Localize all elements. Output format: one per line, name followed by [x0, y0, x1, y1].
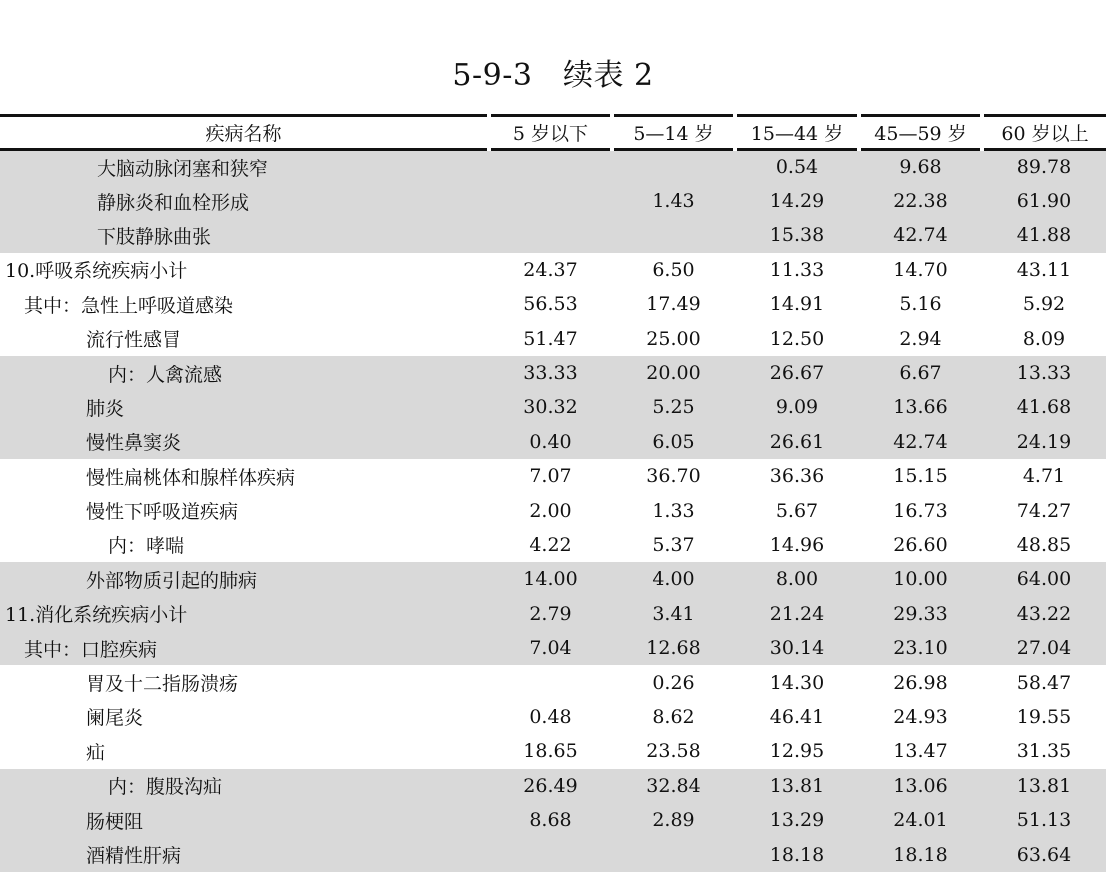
value-cell-15-44: 26.61 — [735, 425, 859, 459]
disease-name-cell: 酒精性肝病 — [0, 837, 489, 871]
value-cell-under-5 — [489, 837, 612, 871]
disease-name-cell: 内：腹股沟疝 — [0, 769, 489, 803]
value-cell-60-plus: 41.68 — [982, 390, 1106, 424]
value-cell-15-44: 36.36 — [769, 465, 825, 488]
table-row — [0, 700, 1106, 734]
value-cell-5-14: 0.26 — [652, 671, 695, 694]
value-cell-5-14: 32.84 — [612, 769, 735, 803]
value-cell-5-14: 5.25 — [612, 390, 735, 424]
value-cell-15-44: 30.14 — [735, 631, 859, 665]
table-row — [0, 287, 1106, 321]
value-cell-60-plus: 43.11 — [1016, 258, 1072, 281]
value-cell-15-44: 8.00 — [735, 562, 859, 596]
value-cell-under-5: 4.22 — [529, 533, 572, 556]
value-cell-under-5: 14.00 — [489, 562, 612, 596]
value-cell-15-44: 11.33 — [769, 258, 825, 281]
value-cell-45-59: 29.33 — [859, 597, 982, 631]
value-cell-60-plus: 41.88 — [982, 218, 1106, 252]
value-cell-45-59: 24.93 — [893, 705, 948, 728]
value-cell-60-plus: 64.00 — [982, 562, 1106, 596]
value-cell-15-44: 14.29 — [735, 184, 859, 218]
value-cell-60-plus: 89.78 — [982, 150, 1106, 184]
table-row — [0, 734, 1106, 768]
disease-name-cell: 其中：急性上呼吸道感染 — [24, 294, 234, 317]
value-cell-15-44: 21.24 — [735, 597, 859, 631]
value-cell-60-plus: 58.47 — [1016, 671, 1072, 694]
header-15-44: 15—44 岁 — [735, 116, 859, 150]
table-row — [0, 253, 1106, 287]
value-cell-15-44: 46.41 — [769, 705, 825, 728]
table-header — [0, 116, 1106, 150]
value-cell-60-plus: 63.64 — [982, 837, 1106, 871]
disease-name-cell: 内：人禽流感 — [0, 356, 489, 390]
value-cell-under-5 — [489, 184, 612, 218]
value-cell-under-5: 56.53 — [523, 293, 578, 316]
value-cell-45-59: 15.15 — [893, 465, 948, 488]
table-row — [0, 803, 1106, 837]
disease-name-cell: 静脉炎和血栓形成 — [0, 184, 489, 218]
value-cell-45-59: 22.38 — [859, 184, 982, 218]
value-cell-under-5: 0.40 — [489, 425, 612, 459]
disease-name-cell: 慢性下呼吸道疾病 — [86, 501, 239, 524]
header-60-plus: 60 岁以上 — [982, 116, 1106, 150]
value-cell-15-44: 14.30 — [769, 671, 825, 694]
value-cell-under-5: 2.79 — [489, 597, 612, 631]
table-row — [0, 356, 1106, 390]
data-table — [0, 114, 1106, 872]
value-cell-5-14: 8.62 — [652, 705, 695, 728]
disease-name-cell: 胃及十二指肠溃疡 — [86, 673, 239, 696]
table-row — [0, 459, 1106, 493]
value-cell-15-44: 18.18 — [735, 837, 859, 871]
value-cell-5-14: 12.68 — [612, 631, 735, 665]
value-cell-5-14: 17.49 — [646, 293, 701, 316]
table-row — [0, 321, 1106, 355]
value-cell-5-14: 1.33 — [652, 499, 695, 522]
value-cell-5-14: 1.43 — [612, 184, 735, 218]
table-row — [0, 597, 1106, 631]
value-cell-5-14 — [612, 837, 735, 871]
value-cell-45-59: 42.74 — [859, 218, 982, 252]
value-cell-15-44: 12.50 — [769, 327, 825, 350]
disease-name-cell: 阑尾炎 — [86, 707, 144, 730]
table-row — [0, 425, 1106, 459]
page-title: 5-9-3 续表 2 — [452, 58, 654, 93]
header-5-14: 5—14 岁 — [612, 116, 735, 150]
value-cell-under-5: 24.37 — [523, 258, 578, 281]
value-cell-15-44: 0.54 — [735, 150, 859, 184]
value-cell-45-59: 10.00 — [859, 562, 982, 596]
value-cell-45-59: 9.68 — [859, 150, 982, 184]
value-cell-45-59: 26.98 — [893, 671, 948, 694]
value-cell-60-plus: 24.19 — [982, 425, 1106, 459]
value-cell-15-44: 15.38 — [735, 218, 859, 252]
table-row — [0, 218, 1106, 252]
value-cell-15-44: 13.81 — [735, 769, 859, 803]
table-row — [0, 528, 1106, 562]
value-cell-45-59: 5.16 — [899, 293, 942, 316]
disease-name-cell: 流行性感冒 — [86, 329, 182, 352]
value-cell-60-plus: 13.33 — [982, 356, 1106, 390]
value-cell-45-59: 14.70 — [893, 258, 948, 281]
disease-name-cell: 肠梗阻 — [0, 803, 489, 837]
table-row — [0, 631, 1106, 665]
value-cell-5-14: 3.41 — [612, 597, 735, 631]
disease-name-cell: 疝 — [86, 741, 106, 764]
value-cell-45-59: 24.01 — [859, 803, 982, 837]
value-cell-5-14: 6.50 — [652, 258, 695, 281]
value-cell-5-14: 2.89 — [612, 803, 735, 837]
value-cell-60-plus: 31.35 — [1016, 740, 1072, 763]
disease-name-cell: 大脑动脉闭塞和狭窄 — [0, 150, 489, 184]
value-cell-15-44: 13.29 — [735, 803, 859, 837]
value-cell-under-5 — [489, 665, 612, 699]
value-cell-under-5 — [489, 150, 612, 184]
table-body — [0, 150, 1106, 872]
value-cell-60-plus: 8.09 — [1022, 327, 1066, 350]
value-cell-15-44: 14.96 — [769, 533, 825, 556]
value-cell-5-14: 36.70 — [646, 465, 701, 488]
table-row — [0, 184, 1106, 218]
table-row — [0, 837, 1106, 871]
value-cell-15-44: 12.95 — [769, 740, 825, 763]
value-cell-15-44: 5.67 — [775, 499, 819, 522]
value-cell-60-plus: 48.85 — [1016, 533, 1072, 556]
table-row — [0, 769, 1106, 803]
value-cell-60-plus: 61.90 — [982, 184, 1106, 218]
disease-name-cell: 其中：口腔疾病 — [0, 631, 489, 665]
value-cell-under-5 — [489, 218, 612, 252]
value-cell-60-plus: 5.92 — [1022, 293, 1066, 316]
value-cell-under-5: 0.48 — [529, 705, 572, 728]
value-cell-under-5: 8.68 — [489, 803, 612, 837]
value-cell-15-44: 9.09 — [735, 390, 859, 424]
disease-name-cell: 慢性扁桃体和腺样体疾病 — [86, 466, 296, 489]
value-cell-under-5: 18.65 — [523, 740, 578, 763]
value-cell-5-14: 6.05 — [612, 425, 735, 459]
table-row — [0, 665, 1106, 699]
disease-name-cell: 11.消化系统疾病小计 — [0, 597, 489, 631]
table-row — [0, 562, 1106, 596]
value-cell-60-plus: 4.71 — [1022, 465, 1066, 488]
header-45-59: 45—59 岁 — [859, 116, 982, 150]
value-cell-5-14: 25.00 — [646, 327, 701, 350]
value-cell-45-59: 13.47 — [893, 740, 948, 763]
disease-name-cell: 10.呼吸系统疾病小计 — [5, 260, 188, 283]
header-under-5: 5 岁以下 — [489, 116, 612, 150]
value-cell-45-59: 26.60 — [893, 533, 948, 556]
value-cell-45-59: 23.10 — [859, 631, 982, 665]
value-cell-45-59: 13.66 — [859, 390, 982, 424]
value-cell-15-44: 26.67 — [735, 356, 859, 390]
value-cell-45-59: 13.06 — [859, 769, 982, 803]
value-cell-5-14: 23.58 — [646, 740, 701, 763]
value-cell-5-14 — [612, 150, 735, 184]
value-cell-60-plus: 43.22 — [982, 597, 1106, 631]
disease-name-cell: 肺炎 — [0, 390, 489, 424]
value-cell-45-59: 6.67 — [859, 356, 982, 390]
value-cell-45-59: 18.18 — [859, 837, 982, 871]
value-cell-60-plus: 27.04 — [982, 631, 1106, 665]
value-cell-under-5: 7.07 — [529, 465, 572, 488]
value-cell-60-plus: 13.81 — [982, 769, 1106, 803]
header-disease-name: 疾病名称 — [0, 116, 489, 150]
value-cell-45-59: 16.73 — [893, 499, 948, 522]
value-cell-under-5: 26.49 — [489, 769, 612, 803]
value-cell-45-59: 2.94 — [899, 327, 942, 350]
value-cell-under-5: 33.33 — [489, 356, 612, 390]
value-cell-under-5: 51.47 — [523, 327, 578, 350]
disease-name-cell: 慢性鼻窦炎 — [0, 425, 489, 459]
value-cell-under-5: 30.32 — [489, 390, 612, 424]
value-cell-5-14 — [612, 218, 735, 252]
disease-name-cell: 外部物质引起的肺病 — [0, 562, 489, 596]
value-cell-5-14: 20.00 — [612, 356, 735, 390]
disease-name-cell: 内：哮喘 — [108, 535, 185, 558]
value-cell-60-plus: 74.27 — [1016, 499, 1072, 522]
disease-name-cell: 下肢静脉曲张 — [0, 218, 489, 252]
value-cell-60-plus: 51.13 — [982, 803, 1106, 837]
value-cell-5-14: 5.37 — [652, 533, 695, 556]
value-cell-45-59: 42.74 — [859, 425, 982, 459]
value-cell-5-14: 4.00 — [612, 562, 735, 596]
table-row — [0, 150, 1106, 184]
value-cell-15-44: 14.91 — [769, 293, 825, 316]
value-cell-under-5: 2.00 — [529, 499, 572, 522]
value-cell-60-plus: 19.55 — [1016, 705, 1072, 728]
table-row — [0, 390, 1106, 424]
table-row — [0, 493, 1106, 527]
value-cell-under-5: 7.04 — [489, 631, 612, 665]
